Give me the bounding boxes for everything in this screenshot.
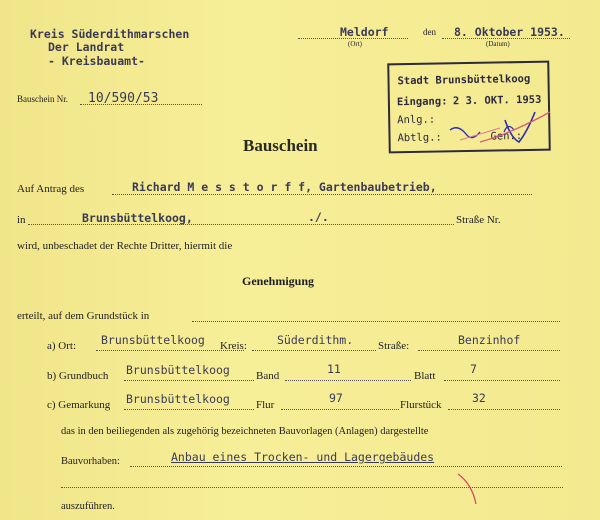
row-a-strasse-label: Straße: [378,340,410,352]
in-label: in [17,214,26,226]
grundstueck-dotted-line [192,321,560,322]
antrag-dotted-line [112,194,532,195]
den-label: den [423,27,436,37]
stamp-eingang-date: 2 3. OKT. 1953 [452,93,542,108]
row-b-grundbuch-value: Brunsbüttelkoog [126,363,230,377]
row-b-prefix: b) Grundbuch [47,370,109,382]
place-value: Meldorf [340,25,389,39]
date-value: 8. Oktober 1953. [454,25,565,39]
office-line-2: Der Landrat [48,40,125,54]
in-place-value: Brunsbüttelkoog, [82,211,193,225]
grundstueck-line: erteilt, auf dem Grundstück in [17,310,150,322]
row-b-grundbuch-dotted-line [124,380,254,381]
row-c-gemarkung-value: Brunsbüttelkoog [126,392,230,406]
document-title: Bauschein [243,136,318,155]
row-c-flurstueck-value: 32 [472,391,486,405]
row-a-strasse-dotted-line [418,350,560,351]
antrag-label: Auf Antrag des [17,183,85,195]
bauvorlagen-line: das in den beiliegenden als zugehörig bezeichneten Bauvorlagen (Anlagen) dargestellte [61,426,429,437]
row-c-prefix: c) Gemarkung [47,399,111,411]
date-caption: (Datum) [486,40,510,48]
row-a-kreis-dotted-line [252,350,376,351]
row-a-ort-value: Brunsbüttelkoog [101,333,205,347]
handwritten-signature-marks [430,100,580,170]
office-line-3: - Kreisbauamt- [48,54,145,68]
row-c-flur-dotted-line [281,409,399,410]
stamp-eingang-label: Eingang: [396,95,448,109]
row-c-gemarkung-dotted-line [124,409,254,410]
bauvorhaben-dotted-line [130,466,562,467]
row-a-strasse-value: Benzinhof [458,333,521,347]
row-b-blatt-dotted-line [444,380,560,381]
office-line-1: Kreis Süderdithmarschen [30,27,190,41]
row-b-band-dotted-line [285,380,411,381]
row-a-prefix: a) Ort: [47,340,77,352]
in-street-mark: ./. [308,210,329,224]
row-b-blatt-label: Blatt [414,370,436,382]
row-c-flur-value: 97 [329,391,343,405]
bauschein-nr-value: 10/590/53 [88,91,159,106]
rechte-line: wird, unbeschadet der Rechte Dritter, hiermit die [17,240,233,252]
row-a-kreis-label: Kreis: [220,340,247,352]
place-caption: (Ort) [348,40,362,48]
row-b-blatt-value: 7 [470,362,477,376]
bauvorhaben-label: Bauvorhaben: [61,456,120,467]
applicant-value: Richard M e s s t o r f f, Gartenbaubetrieb, [132,180,437,194]
bauschein-nr-label: Bauschein Nr. [17,94,68,104]
row-c-flur-label: Flur [256,399,275,411]
stamp-gen: Gen.: [490,130,523,143]
row-a-kreis-value: Süderdithm. [277,333,354,347]
genehmigung-heading: Genehmigung [242,274,315,288]
row-b-band-value: 11 [327,362,341,376]
row-c-flurstueck-label: Flurstück [400,399,442,411]
auszufuehren-text: auszuführen. [61,501,115,512]
stamp-abtlg: Abtlg.: [397,131,442,145]
bauvorhaben-value: Anbau eines Trocken- und Lagergebäudes [171,450,435,464]
stamp-anlg: Anlg.: [397,113,436,127]
strasse-nr-label: Straße Nr. [456,214,501,226]
red-pencil-mark [450,470,490,510]
row-c-flurstueck-dotted-line [448,409,560,410]
row-b-band-label: Band [256,370,280,382]
stamp-line-1: Stadt Brunsbüttelkoog [397,72,531,88]
